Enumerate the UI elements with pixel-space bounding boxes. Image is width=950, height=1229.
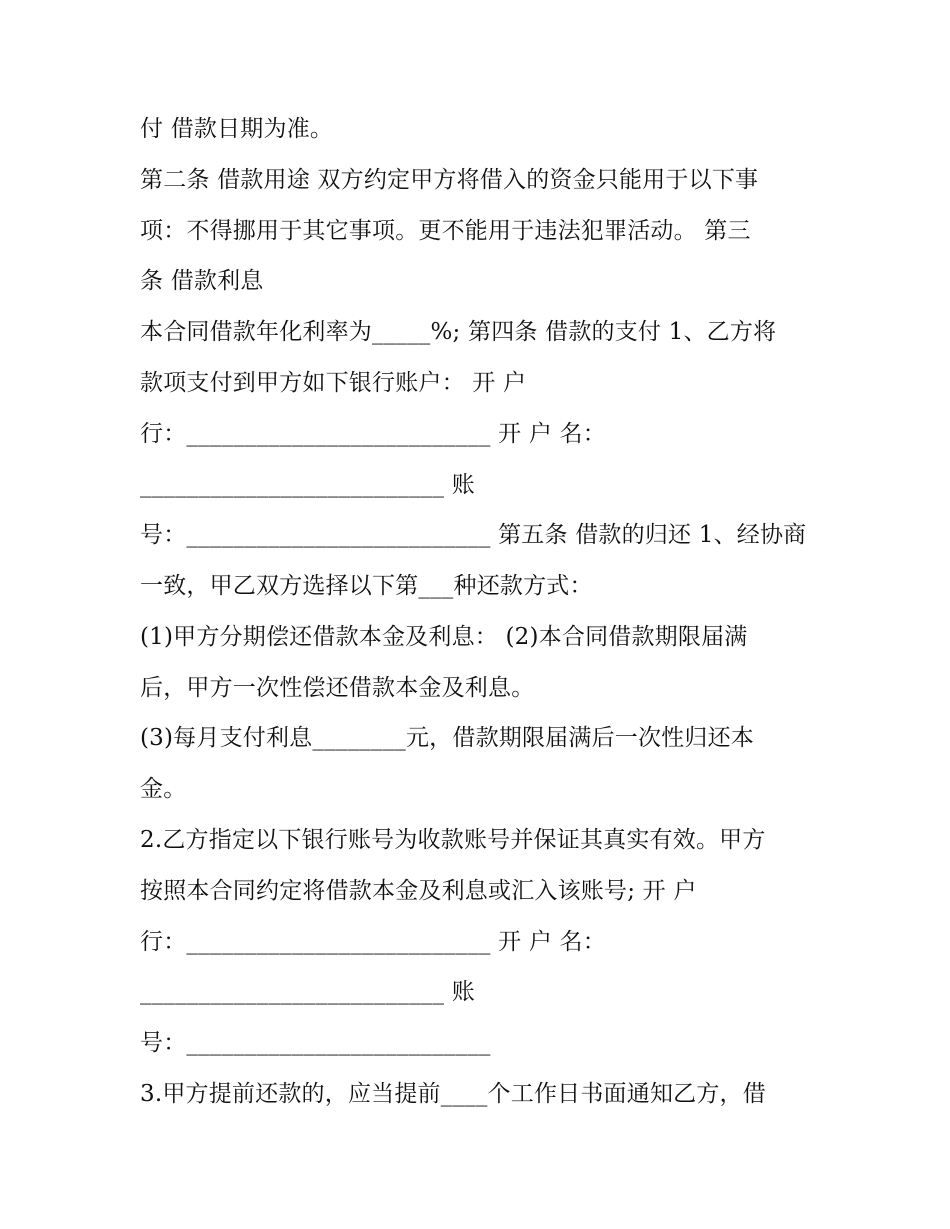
text-line: 款项支付到甲方如下银行账户： 开 户 <box>140 370 527 396</box>
text-line: __________________________ 账 <box>140 472 475 498</box>
text-line: 2.乙方指定以下银行账号为收款账号并保证其真实有效。甲方 <box>140 827 766 853</box>
text-line: 项：不得挪用于其它事项。更不能用于违法犯罪活动。 第三 <box>140 218 751 244</box>
text-line: 行：__________________________ 开 户 名： <box>140 929 606 955</box>
text-line: 付 借款日期为准。 <box>140 116 334 142</box>
text-line: 第二条 借款用途 双方约定甲方将借入的资金只能用于以下事 <box>140 167 759 193</box>
text-line: (3)每月支付利息________元，借款期限届满后一次性归还本 <box>140 725 754 751</box>
text-line: 本合同借款年化利率为_____%; 第四条 借款的支付 1、乙方将 <box>140 319 777 345</box>
text-line: 号：__________________________ <box>140 1030 491 1056</box>
text-line: (1)甲方分期偿还借款本金及利息： (2)本合同借款期限届满 <box>140 624 748 650</box>
text-line: 3.甲方提前还款的，应当提前____个工作日书面通知乙方，借 <box>140 1081 766 1107</box>
text-line: 后，甲方一次性偿还借款本金及利息。 <box>140 675 535 701</box>
text-line: 行：__________________________ 开 户 名： <box>140 421 606 447</box>
text-line: 一致，甲乙双方选择以下第___种还款方式： <box>140 573 593 599</box>
text-line: 金。 <box>140 776 187 802</box>
text-line: __________________________ 账 <box>140 979 475 1005</box>
text-line: 按照本合同约定将借款本金及利息或汇入该账号; 开 户 <box>140 878 697 904</box>
text-line: 条 借款利息 <box>140 268 264 294</box>
text-line: 号：__________________________ 第五条 借款的归还 1、经协商 <box>140 522 807 548</box>
